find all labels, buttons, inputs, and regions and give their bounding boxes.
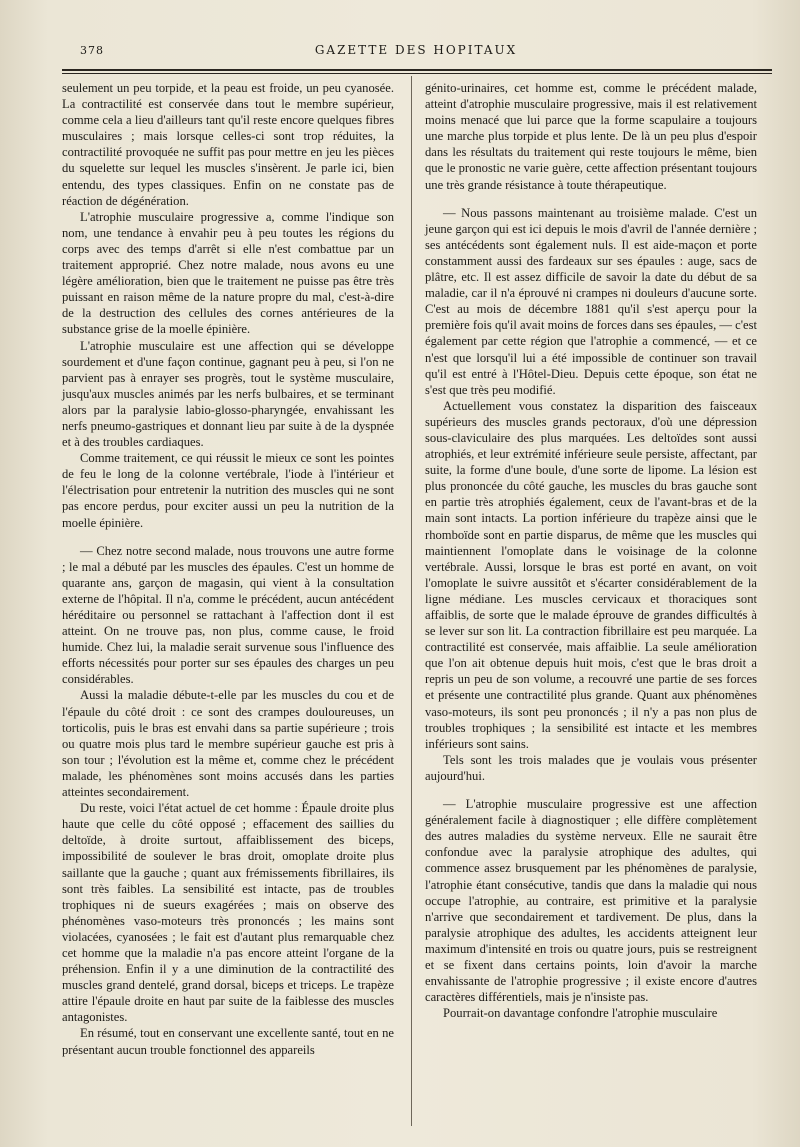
paragraph: — Chez notre second malade, nous trouvons une autre forme ; le mal a débuté par les muscles des épaules. C'est un homme de quarante ans, garçon de magasin, qui vient à la consultation externe de l'hôpital. Il n'a, comme le précédent, aucun antécédent héréditaire ou personnel se rattachant à l'affection dont il est atteint. On ne trouve pas, non plus, comme cause, le froid humide. Chez lui, la maladie serait survenue sous l'influence des efforts nécessités pour porter sur ses épaules des charges un peu considérables. bbox=[62, 543, 394, 687]
paragraph: génito-urinaires, cet homme est, comme le précédent malade, atteint d'atrophie musculaire progressive, mais il est relativement moins menacé que lui parce que la forme scapulaire a toujours une marche plus torpide et plus lente. De là un peu plus d'espoir dans les résultats du traitement qui reste toujours le même, bien que le pronostic ne varie guère, cette affection présentant toujours une très grande résistance à toute thérapeutique. bbox=[425, 81, 757, 192]
paragraph: Comme traitement, ce qui réussit le mieux ce sont les pointes de feu le long de la colonne vertébrale, l'iode à l'intérieur et l'électrisation pour entretenir la nutrition des muscles qui ne sont pas encore perdus, pour exciter aussi un peu la nutrition de la moelle épinière. bbox=[62, 451, 394, 530]
paragraph: — L'atrophie musculaire progressive est une affection généralement facile à diagnostiquer ; elle diffère complètement des autres maladies du système nerveux. Elle ne saurait être confondue avec la paralysie atrophique des adultes, qui commence assez brusquement par les phénomènes de paralysie, l'atrophie étant consécutive, tandis que dans la maladie qui nous occupe l'atrophie, au contraire, est primitive et la paralysie n'arrive que secondairement et tardivement. De plus, dans la paralysie atrophique des adultes, les accidents atteignent leur maximum d'intensité en trois ou quatre jours, puis se restreignent et se fixent dans certains points, loin d'avoir la marche envahissante de l'atrophie progressive ; il existe encore d'autres caractères différentiels, mais je n'insiste pas. bbox=[425, 797, 757, 1005]
paragraph: Du reste, voici l'état actuel de cet homme : Épaule droite plus haute que celle du côté opposé ; effacement des saillies du deltoïde, à droite surtout, affaiblissement des biceps, impossibilité de soulever le bras droit, omoplate droite plus saillante que la gauche ; quant aux frémissements fibrillaires, ils sont très faibles. La sensibilité est intacte, pas de troubles trophiques ni de sueurs exagérées ; mais on observe des phénomènes vaso-moteurs très prononcés ; les mains sont violacées, cyanosées ; le fait est d'autant plus remarquable chez cet homme que la maladie n'a pas encore atteint l'organe de la préhension. Enfin il y a une diminution de la contractilité des muscles grand dentelé, grand dorsal, biceps et triceps. Le trapèze attire l'épaule droite en haut par suite de la faiblesse des muscles antagonistes. bbox=[62, 801, 394, 1025]
journal-title: GAZETTE DES HOPITAUX bbox=[314, 43, 518, 57]
page-number: 378 bbox=[80, 44, 104, 57]
paragraph: Aussi la maladie débute-t-elle par les muscles du cou et de l'épaule du côté droit : ce sont des crampes douloureuses, un torticolis, puis le bras est envahi dans sa partie supérieure ; trois ou quatre mois plus tard le membre supérieur gauche est pris à son tour ; l'évolution est la même et, comme chez le précédent malade, les phénomènes sont moins accusés dans les parties atteintes secondairement. bbox=[62, 688, 394, 800]
paragraph: L'atrophie musculaire est une affection qui se développe sourdement et d'une façon continue, gagnant peu à peu, si l'on ne parvient pas à enrayer ses progrès, tout le système musculaire, jusqu'aux muscles animés par les nerfs bulbaires, et se terminant alors par la paralysie labio-glosso-pharyngée, envahissant les nerfs pneumo-gastriques et donnant lieu par suite à de la dyspnée et à des troubles cardiaques. bbox=[62, 338, 394, 450]
paragraph: Tels sont les trois malades que je voulais vous présenter aujourd'hui. bbox=[425, 752, 757, 783]
paragraph: Actuellement vous constatez la disparition des faisceaux supérieurs des muscles grands pectoraux, d'où une dépression sous-claviculaire des plus marquées. Les deltoïdes sont aussi atrophiés, et leur extrémité inférieure seule persiste, affectant, par suite, la forme d'une boule, d'une sorte de lipome. La lésion est plus prononcée du côté gauche, les muscles du bras gauche sont en partie très atrophiés également, ceux de l'avant-bras et de la main sont intacts. La portion inférieure du trapèze ainsi que le rhomboïde sont en partie disparus, de même que les muscles qui maintiennent l'omoplate dans le voisinage de la colonne vertébrale. Aussi, lorsque le bras est porté en avant, on voit l'omoplate le suivre aussitôt et s'écarter considérablement de la ligne médiane. Les muscles cervicaux et thoraciques sont affaiblis, de sorte que le malade éprouve de grandes difficultés à se lever sur son lit. La contraction fibrillaire est peu marquée. La contractilité est conservée, mais affaiblie. La seule amélioration que l'on ait obtenue depuis huit mois, c'est que le bras droit a repris un peu de son volume, a recouvré une partie de ses forces et présente une contractilité plus grande. Quant aux phénomènes vaso-moteurs, ils sont peu prononcés ; il n'y a pas non plus de troubles trophiques ; la sensibilité est intacte et les membres inférieurs sont sains. bbox=[425, 398, 757, 751]
paragraph: Pourrait-on davantage confondre l'atrophie musculaire bbox=[443, 1006, 718, 1021]
left-column bbox=[62, 80, 394, 1058]
right-column bbox=[425, 80, 757, 1021]
paragraph: — Nous passons maintenant au troisième malade. C'est un jeune garçon qui est ici depuis le mois d'avril de l'année dernière ; ses antécédents sont également nuls. Il est aide-maçon et porte constamment aussi des fardeaux sur ses épaules : auge, sacs de plâtre, etc. Il est assez difficile de savoir la date du début de sa maladie, car il n'a éprouvé ni crampes ni douleurs d'aucune sorte. C'est au mois de décembre 1881 qu'il s'est aperçu pour la première fois qu'il avait moins de forces dans ses épaules, — c'est également par cette région que l'atrophie a commencé, — et ce n'est que lorsqu'il lui a été impossible de continuer son travail qu'il est entré à l'Hôtel-Dieu. Depuis cette époque, son état ne s'est que très peu modifié. bbox=[425, 205, 757, 397]
page-header bbox=[62, 38, 770, 58]
paragraph: L'atrophie musculaire progressive a, comme l'indique son nom, une tendance à envahir peu à peu toutes les régions du corps avec des temps d'arrêt si elle n'est combattue par un traitement approprié. Chez notre malade, nous avons eu une légère amélioration, bien que le traitement ne puisse pas être très puissant en raison même de la nature propre du mal, c'est-à-dire de la destruction des cellules des cornes antérieures de la substance grise de la moelle épinière. bbox=[62, 209, 394, 337]
header-rule-thin bbox=[62, 73, 772, 74]
paragraph: En résumé, tout en conservant une excellente santé, tout en ne présentant aucun trouble fonctionnel des appareils bbox=[62, 1026, 394, 1057]
paragraph: seulement un peu torpide, et la peau est froide, un peu cyanosée. La contractilité est conservée dans tout le membre supérieur, comme cela a lieu d'ailleurs tant qu'il reste encore quelques fibres musculaires ; mais lorsque celles-ci sont trop réduites, la contractilité provoquée ne suffit pas pour mettre en jeu les pièces du squelette sur lequel les muscles s'insèrent. Je parle ici, bien entendu, des types classiques. Enfin on ne constate pas de réaction de dégénération. bbox=[62, 81, 394, 208]
column-divider bbox=[411, 76, 412, 1126]
header-rule-thick bbox=[62, 69, 772, 71]
